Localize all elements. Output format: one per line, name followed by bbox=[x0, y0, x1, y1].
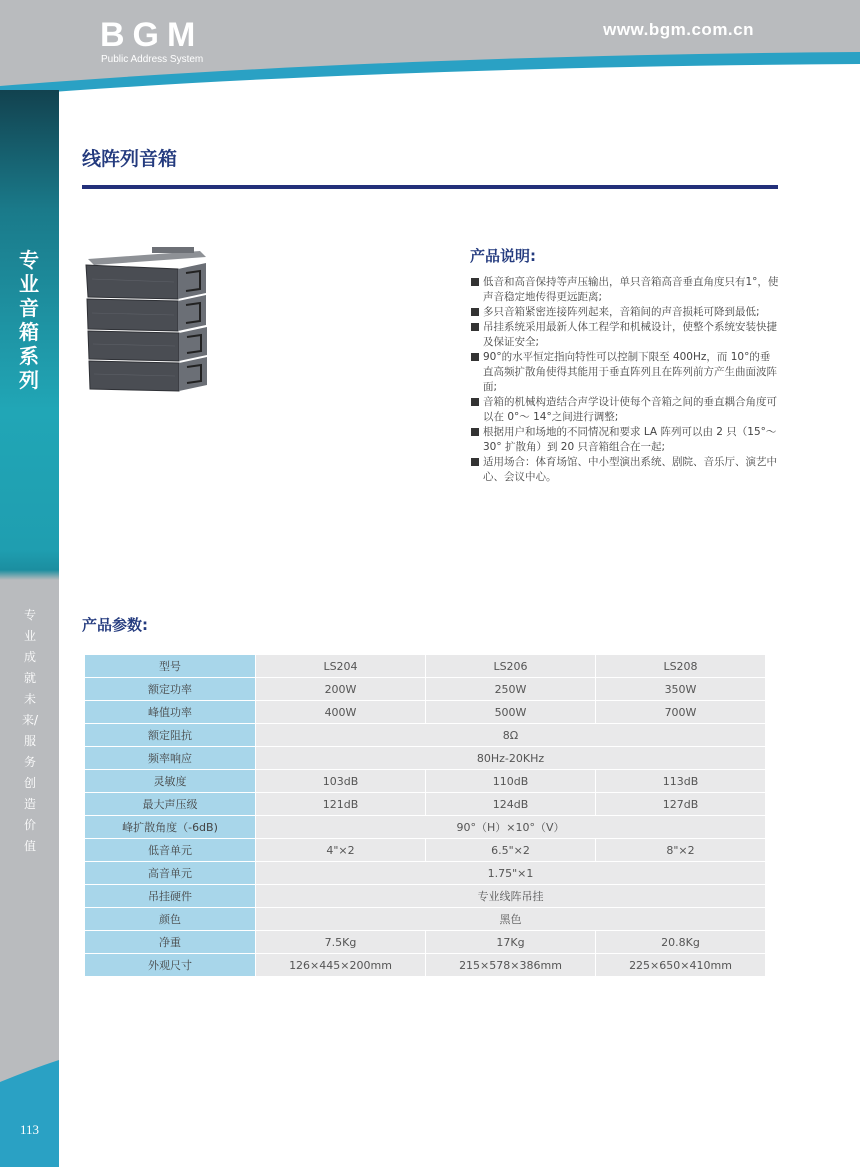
spec-label: 峰值功率 bbox=[85, 701, 256, 724]
spec-value: 215×578×386mm bbox=[426, 954, 596, 977]
spec-label: 外观尺寸 bbox=[85, 954, 256, 977]
table-row bbox=[85, 862, 766, 885]
spec-value: 黑色 bbox=[256, 908, 766, 931]
table-row bbox=[85, 908, 766, 931]
spec-value: 7.5Kg bbox=[256, 931, 426, 954]
spec-value: 126×445×200mm bbox=[256, 954, 426, 977]
spec-value: 110dB bbox=[426, 770, 596, 793]
table-row bbox=[85, 655, 766, 678]
spec-value: 350W bbox=[596, 678, 766, 701]
spec-value: 700W bbox=[596, 701, 766, 724]
parameters-heading: 产品参数: bbox=[82, 616, 148, 634]
spec-value: 225×650×410mm bbox=[596, 954, 766, 977]
spec-label: 峰扩散角度（-6dB) bbox=[85, 816, 256, 839]
table-row bbox=[85, 954, 766, 977]
brand-tagline: Public Address System bbox=[101, 54, 204, 65]
description-item: 根据用户和场地的不同情况和要求 LA 阵列可以由 2 只（15°～ 30° 扩散角）到 20 只音箱组合在一起; bbox=[470, 425, 780, 455]
spec-label: 型号 bbox=[85, 655, 256, 678]
description-item: 低音和高音保持等声压输出，单只音箱高音垂直角度只有1°，使声音稳定地传得更远距离; bbox=[470, 275, 780, 305]
spec-value: 8"×2 bbox=[596, 839, 766, 862]
description-item: 多只音箱紧密连接阵列起来，音箱间的声音损耗可降到最低; bbox=[470, 305, 780, 320]
table-row bbox=[85, 816, 766, 839]
spec-value: 113dB bbox=[596, 770, 766, 793]
spec-value: LS204 bbox=[256, 655, 426, 678]
spec-label: 低音单元 bbox=[85, 839, 256, 862]
line-array-speaker-image bbox=[82, 243, 212, 393]
spec-value: 250W bbox=[426, 678, 596, 701]
table-row bbox=[85, 770, 766, 793]
spec-value: LS206 bbox=[426, 655, 596, 678]
spec-table bbox=[84, 654, 766, 977]
spec-label: 吊挂硬件 bbox=[85, 885, 256, 908]
spec-value: 专业线阵吊挂 bbox=[256, 885, 766, 908]
description-item: 吊挂系统采用最新人体工程学和机械设计，使整个系统安装快捷及保证安全; bbox=[470, 320, 780, 350]
description-heading: 产品说明: bbox=[470, 247, 536, 265]
page-header bbox=[0, 0, 860, 95]
spec-label: 额定阻抗 bbox=[85, 724, 256, 747]
spec-value: 1.75"×1 bbox=[256, 862, 766, 885]
table-row bbox=[85, 885, 766, 908]
spec-value: 121dB bbox=[256, 793, 426, 816]
spec-value: 500W bbox=[426, 701, 596, 724]
table-row bbox=[85, 839, 766, 862]
spec-value: 200W bbox=[256, 678, 426, 701]
spec-value: 124dB bbox=[426, 793, 596, 816]
table-row bbox=[85, 931, 766, 954]
spec-value: 103dB bbox=[256, 770, 426, 793]
spec-label: 最大声压级 bbox=[85, 793, 256, 816]
spec-label: 频率响应 bbox=[85, 747, 256, 770]
spec-label: 额定功率 bbox=[85, 678, 256, 701]
spec-value: 17Kg bbox=[426, 931, 596, 954]
website-url: www.bgm.com.cn bbox=[603, 20, 754, 39]
page-number: 113 bbox=[19, 1122, 40, 1137]
table-row bbox=[85, 724, 766, 747]
description-item: 音箱的机械构造结合声学设计使每个音箱之间的垂直耦合角度可以在 0°～ 14°之间进行调整; bbox=[470, 395, 780, 425]
sidebar-slogan: 专业成就未来/服务创造价值 bbox=[21, 608, 39, 853]
spec-label: 高音单元 bbox=[85, 862, 256, 885]
spec-label: 净重 bbox=[85, 931, 256, 954]
table-row bbox=[85, 701, 766, 724]
description-item: 90°的水平恒定指向特性可以控制下限至 400Hz，而 10°的垂直高频扩散角使得其能用于垂直阵列且在阵列前方产生曲面波阵面; bbox=[470, 350, 780, 395]
sidebar-category-title: 专业音箱系列 bbox=[19, 248, 39, 392]
description-list bbox=[470, 275, 780, 485]
spec-value: 127dB bbox=[596, 793, 766, 816]
title-divider bbox=[82, 185, 778, 189]
spec-value: 400W bbox=[256, 701, 426, 724]
table-row bbox=[85, 747, 766, 770]
brand-logo: BGM bbox=[100, 16, 204, 54]
spec-value: 20.8Kg bbox=[596, 931, 766, 954]
spec-label: 颜色 bbox=[85, 908, 256, 931]
spec-value: 80Hz-20KHz bbox=[256, 747, 766, 770]
table-row bbox=[85, 793, 766, 816]
spec-label: 灵敏度 bbox=[85, 770, 256, 793]
description-item: 适用场合：体育场馆、中小型演出系统、剧院、音乐厅、演艺中心、会议中心。 bbox=[470, 455, 780, 485]
spec-value: 6.5"×2 bbox=[426, 839, 596, 862]
spec-value: LS208 bbox=[596, 655, 766, 678]
spec-value: 90°（H）×10°（V） bbox=[256, 816, 766, 839]
spec-value: 4"×2 bbox=[256, 839, 426, 862]
spec-value: 8Ω bbox=[256, 724, 766, 747]
page-title: 线阵列音箱 bbox=[82, 148, 178, 170]
table-row bbox=[85, 678, 766, 701]
